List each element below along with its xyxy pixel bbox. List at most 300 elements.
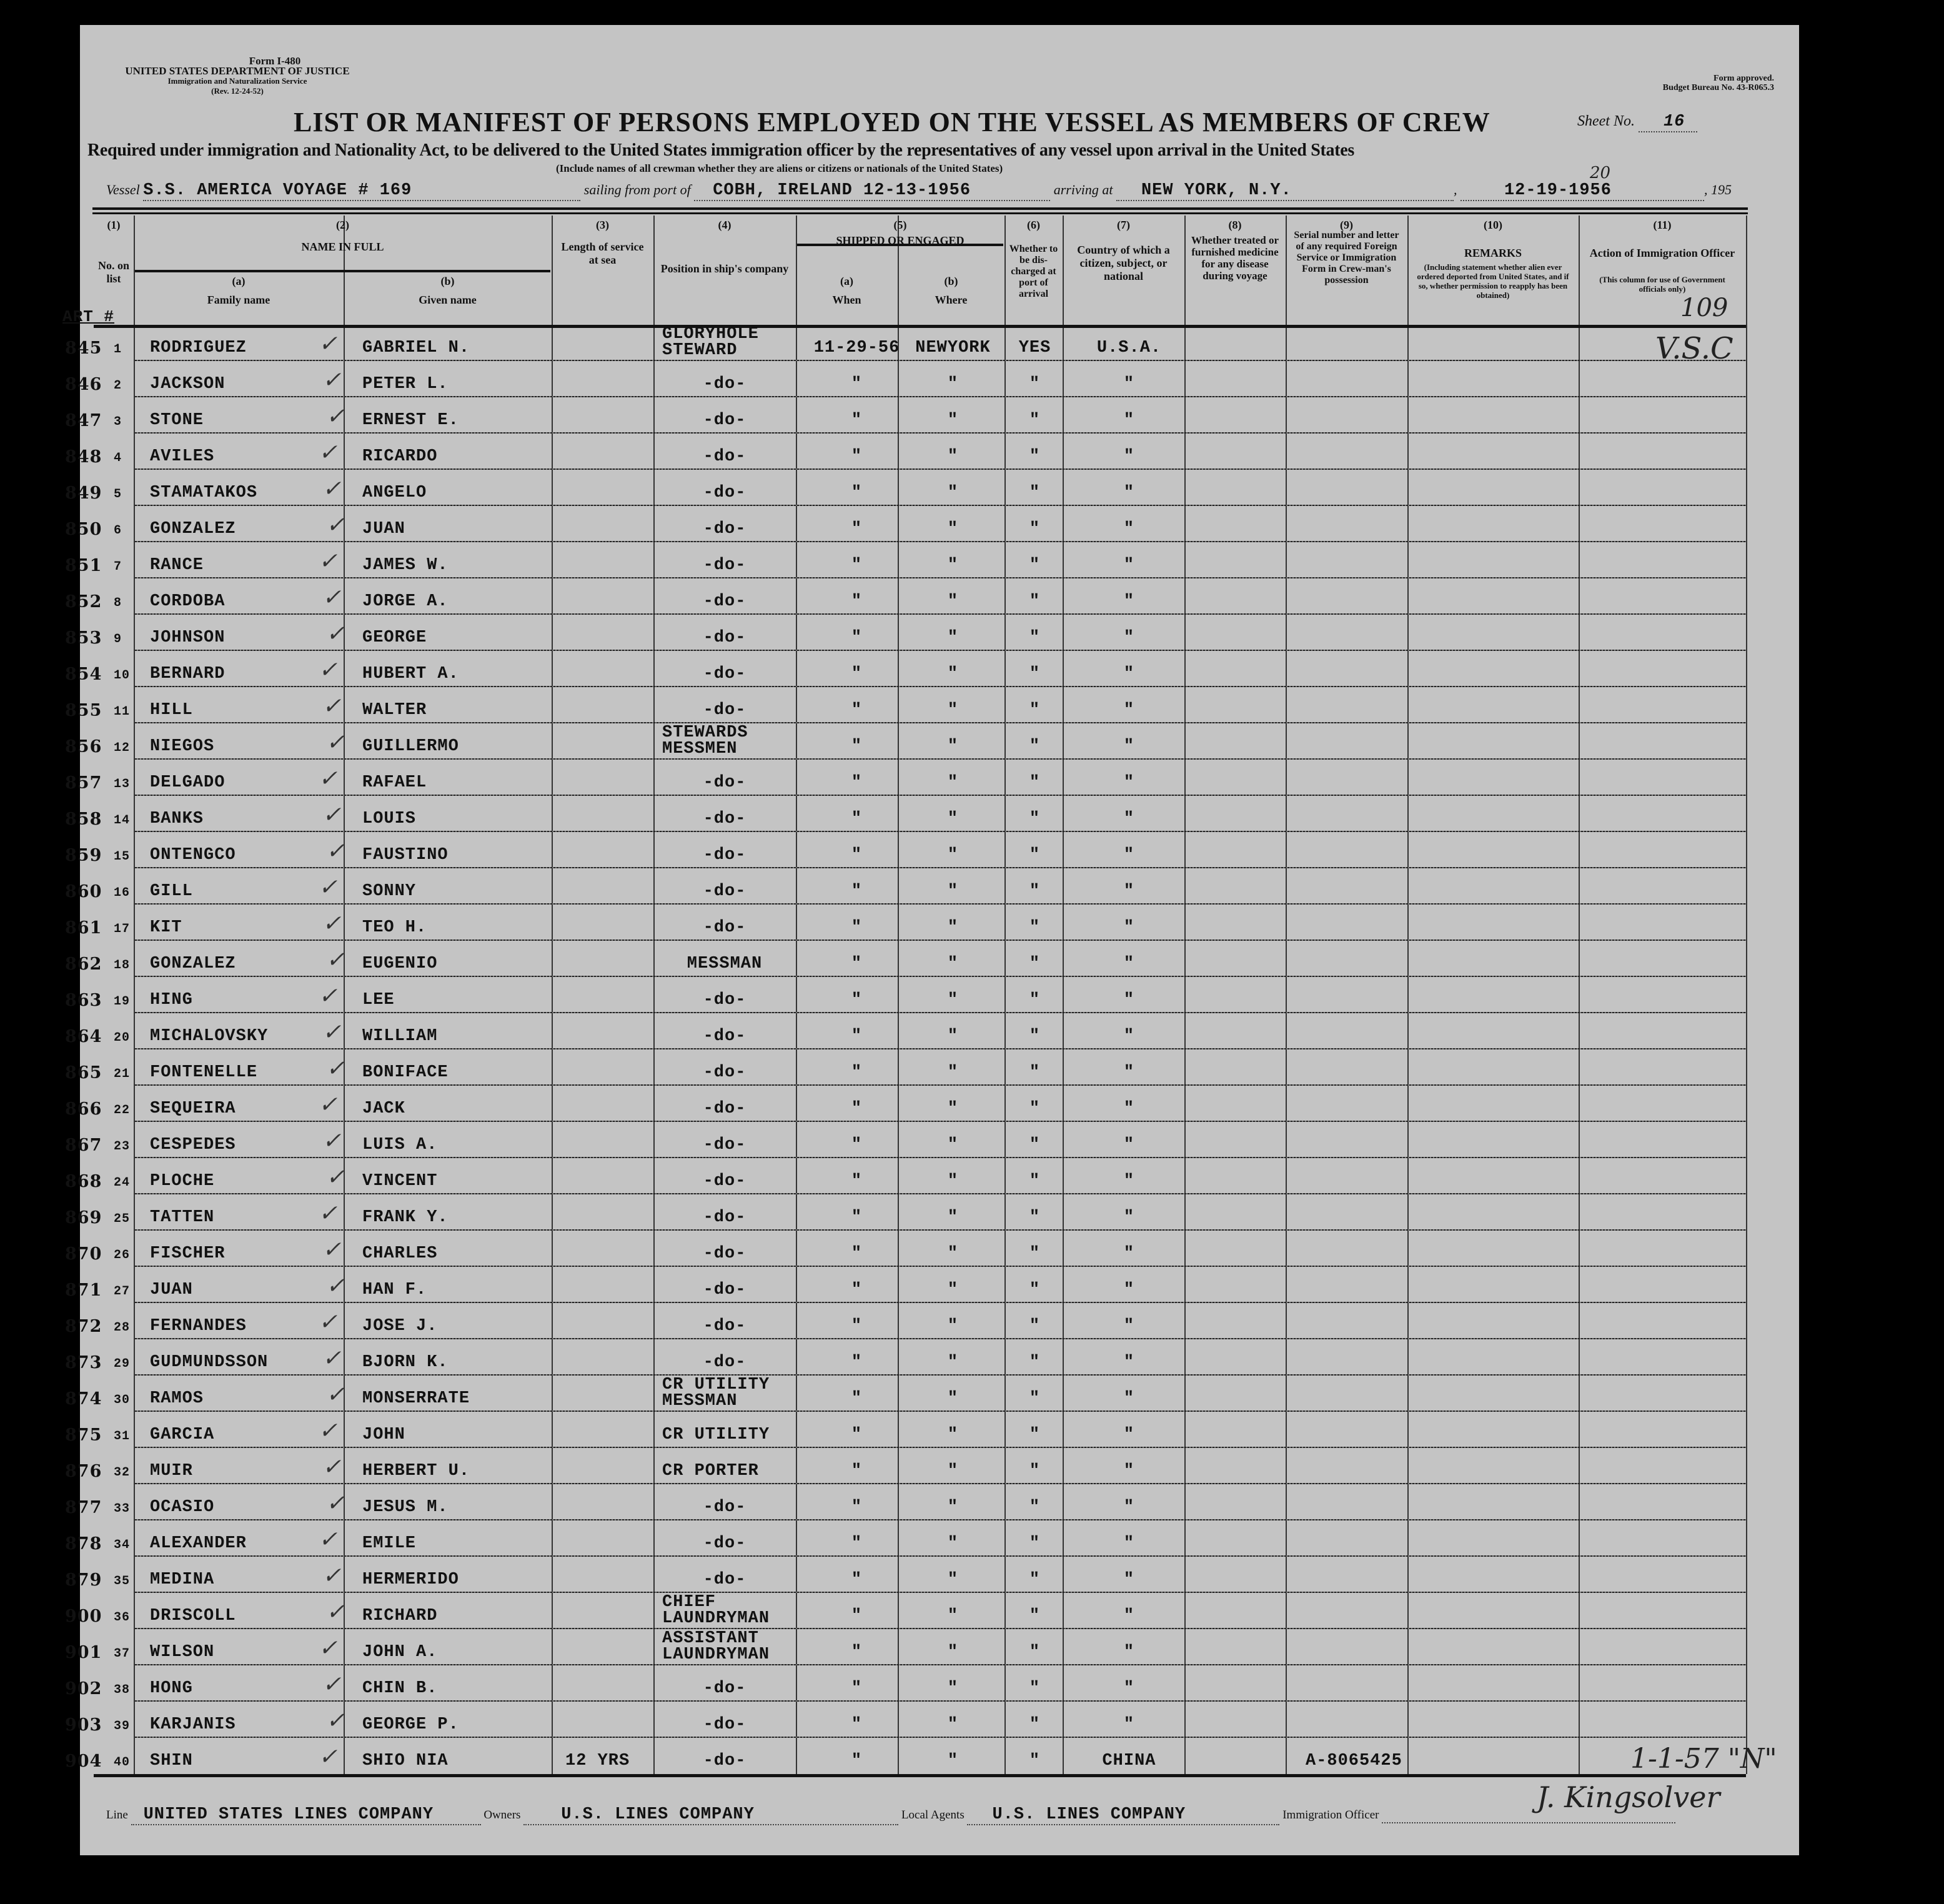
row-art-number: 869 bbox=[65, 1208, 102, 1227]
row-discharged: " bbox=[1029, 1607, 1041, 1625]
row-country: " bbox=[1123, 628, 1135, 647]
row-discharged: " bbox=[1029, 1172, 1041, 1191]
row-family-name: ALEXANDER bbox=[150, 1534, 247, 1553]
row-discharged: " bbox=[1029, 1281, 1041, 1299]
row-shipped-where: " bbox=[947, 520, 959, 538]
row-position: -do- bbox=[703, 1317, 746, 1336]
row-shipped-where: " bbox=[947, 1462, 959, 1480]
row-list-number: 33 bbox=[114, 1502, 131, 1516]
row-shipped-when: " bbox=[851, 773, 863, 792]
row-family-name: ONTENGCO bbox=[150, 846, 236, 865]
row-shipped-when: " bbox=[851, 1281, 863, 1299]
row-shipped-where: " bbox=[947, 447, 959, 466]
check-mark: ✓ bbox=[322, 1237, 342, 1262]
row-divider bbox=[135, 1193, 1746, 1194]
row-divider bbox=[135, 1121, 1746, 1122]
row-given-name: JOSE J. bbox=[362, 1317, 438, 1336]
row-divider bbox=[135, 613, 1746, 615]
row-given-name: GEORGE P. bbox=[362, 1715, 459, 1734]
row-art-number: 870 bbox=[65, 1244, 102, 1264]
line-value: UNITED STATES LINES COMPANY bbox=[131, 1805, 481, 1825]
row-divider bbox=[135, 577, 1746, 578]
row-discharged: " bbox=[1029, 846, 1041, 865]
row-divider bbox=[135, 1266, 1746, 1267]
check-mark: ✓ bbox=[319, 331, 338, 357]
row-country: " bbox=[1123, 1281, 1135, 1299]
row-list-number: 28 bbox=[114, 1321, 131, 1335]
row-shipped-where: " bbox=[947, 810, 959, 828]
row-country: " bbox=[1123, 1607, 1135, 1625]
column-header-c1_num: (1) bbox=[107, 219, 121, 231]
row-shipped-where: " bbox=[947, 1136, 959, 1154]
row-discharged: " bbox=[1029, 1426, 1041, 1444]
row-shipped-where: " bbox=[947, 1172, 959, 1191]
row-shipped-where: " bbox=[947, 628, 959, 647]
check-mark: ✓ bbox=[319, 440, 338, 465]
row-list-number: 18 bbox=[114, 958, 131, 973]
row-given-name: JACK bbox=[362, 1099, 405, 1118]
row-given-name: RAFAEL bbox=[362, 773, 427, 792]
row-family-name: HILL bbox=[150, 701, 193, 720]
row-art-number: 865 bbox=[65, 1063, 102, 1083]
row-discharged: " bbox=[1029, 991, 1041, 1009]
row-given-name: JAMES W. bbox=[362, 556, 449, 575]
row-country: " bbox=[1123, 1389, 1135, 1408]
row-divider bbox=[135, 795, 1746, 796]
row-position: -do- bbox=[703, 520, 746, 538]
row-discharged: " bbox=[1029, 1679, 1041, 1698]
row-art-number: 851 bbox=[65, 556, 102, 575]
row-art-number: 859 bbox=[65, 846, 102, 865]
row-position: -do- bbox=[703, 773, 746, 792]
row-country: " bbox=[1123, 991, 1135, 1009]
row-shipped-when: " bbox=[851, 447, 863, 466]
row-family-name: SEQUEIRA bbox=[150, 1099, 236, 1118]
row-given-name: FAUSTINO bbox=[362, 846, 449, 865]
row-given-name: ERNEST E. bbox=[362, 411, 459, 430]
row-country: CHINA bbox=[1102, 1752, 1156, 1770]
officer-count: 109 bbox=[1680, 294, 1728, 322]
row-country: " bbox=[1123, 737, 1135, 756]
row-divider bbox=[135, 1012, 1746, 1013]
row-divider bbox=[135, 867, 1746, 868]
sailing-label: sailing from port of bbox=[583, 182, 691, 197]
row-family-name: JACKSON bbox=[150, 375, 226, 394]
row-country: " bbox=[1123, 411, 1135, 430]
row-given-name: GEORGE bbox=[362, 628, 427, 647]
row-position: ASSISTANT LAUNDRYMAN bbox=[662, 1629, 770, 1664]
row-country: " bbox=[1123, 846, 1135, 865]
row-shipped-when: " bbox=[851, 1426, 863, 1444]
row-shipped-when: " bbox=[851, 1208, 863, 1227]
row-shipped-when: " bbox=[851, 1643, 863, 1662]
row-divider bbox=[135, 1084, 1746, 1086]
check-mark: ✓ bbox=[319, 1092, 338, 1118]
check-mark: ✓ bbox=[322, 585, 342, 610]
row-discharged: " bbox=[1029, 520, 1041, 538]
row-shipped-when: " bbox=[851, 1715, 863, 1734]
row-given-name: BJORN K. bbox=[362, 1353, 449, 1372]
column-header-c2b: Given name bbox=[419, 294, 477, 306]
row-list-number: 31 bbox=[114, 1429, 131, 1444]
row-list-number: 13 bbox=[114, 777, 131, 791]
row-position: MESSMAN bbox=[687, 954, 763, 973]
row-divider bbox=[135, 1555, 1746, 1557]
row-art-number: 901 bbox=[65, 1643, 102, 1662]
row-shipped-when: " bbox=[851, 1389, 863, 1408]
row-country: " bbox=[1123, 701, 1135, 720]
row-family-name: MICHALOVSKY bbox=[150, 1027, 269, 1046]
header-rule-2 bbox=[92, 212, 1748, 214]
row-given-name: FRANK Y. bbox=[362, 1208, 449, 1227]
art-number-header: ART # bbox=[62, 307, 115, 326]
check-mark: ✓ bbox=[326, 730, 345, 755]
row-shipped-where: " bbox=[947, 954, 959, 973]
agents-label: Local Agents bbox=[901, 1808, 965, 1822]
row-divider bbox=[135, 1157, 1746, 1158]
vessel-label: Vessel bbox=[106, 182, 140, 197]
row-country: " bbox=[1123, 556, 1135, 575]
row-position: -do- bbox=[703, 1570, 746, 1589]
row-shipped-where: " bbox=[947, 1643, 959, 1662]
row-country: " bbox=[1123, 810, 1135, 828]
row-family-name: OCASIO bbox=[150, 1498, 215, 1517]
arriving-label: arriving at bbox=[1053, 182, 1113, 197]
row-art-number: 856 bbox=[65, 737, 102, 756]
line-label: Line bbox=[106, 1808, 128, 1822]
column-header-c7_num: (7) bbox=[1117, 219, 1130, 231]
row-position: -do- bbox=[703, 701, 746, 720]
row-discharged: " bbox=[1029, 1099, 1041, 1118]
row-art-number: 900 bbox=[65, 1607, 102, 1626]
row-discharged: " bbox=[1029, 1498, 1041, 1517]
check-mark: ✓ bbox=[319, 1744, 338, 1770]
row-country: " bbox=[1123, 1063, 1135, 1082]
row-shipped-when: " bbox=[851, 1607, 863, 1625]
column-header-c8_num: (8) bbox=[1228, 219, 1242, 231]
row-given-name: GUILLERMO bbox=[362, 737, 459, 756]
row-country: " bbox=[1123, 1353, 1135, 1372]
row-shipped-when: " bbox=[851, 375, 863, 394]
row-shipped-when: " bbox=[851, 1244, 863, 1263]
row-given-name: VINCENT bbox=[362, 1172, 438, 1191]
check-mark: ✓ bbox=[319, 548, 338, 574]
check-mark: ✓ bbox=[319, 1527, 338, 1552]
row-shipped-when: " bbox=[851, 1027, 863, 1046]
row-shipped-where: " bbox=[947, 1317, 959, 1336]
row-divider bbox=[135, 1048, 1746, 1049]
row-shipped-when: " bbox=[851, 556, 863, 575]
row-position: -do- bbox=[703, 411, 746, 430]
row-family-name: RODRIGUEZ bbox=[150, 339, 247, 357]
row-shipped-when: " bbox=[851, 810, 863, 828]
row-art-number: 858 bbox=[65, 810, 102, 829]
row-family-name: GILL bbox=[150, 882, 193, 901]
row-shipped-when: " bbox=[851, 1317, 863, 1336]
row-art-number: 849 bbox=[65, 483, 102, 503]
check-mark: ✓ bbox=[322, 802, 342, 828]
row-discharged: " bbox=[1029, 737, 1041, 756]
row-given-name: GABRIEL N. bbox=[362, 339, 470, 357]
row-given-name: RICARDO bbox=[362, 447, 438, 466]
row-shipped-where: " bbox=[947, 1281, 959, 1299]
voyage-line: Vessel S.S. AMERICA VOYAGE # 169 sailing from port of COBH, IRELAND 12-13-1956 arriving at NEW YORK, N.Y. , 12-19-1956 , 195 bbox=[106, 181, 1732, 200]
check-mark: ✓ bbox=[326, 1708, 345, 1733]
row-divider bbox=[135, 1338, 1746, 1339]
row-shipped-where: " bbox=[947, 556, 959, 575]
row-position: CR UTILITY MESSMAN bbox=[662, 1376, 770, 1411]
subtitle: Required under immigration and Nationality Act, to be delivered to the United States immigration officer by the representatives of any vessel upon arrival in the United States bbox=[87, 141, 1354, 160]
column-header-c11: Action of Immigration Officer bbox=[1589, 247, 1735, 259]
column-header-c2_num: (2) bbox=[336, 219, 349, 231]
row-position: -do- bbox=[703, 1136, 746, 1154]
row-shipped-when: " bbox=[851, 1462, 863, 1480]
row-country: " bbox=[1123, 882, 1135, 901]
check-mark: ✓ bbox=[322, 1019, 342, 1045]
row-shipped-where: " bbox=[947, 737, 959, 756]
row-family-name: BANKS bbox=[150, 810, 204, 828]
row-family-name: KIT bbox=[150, 918, 182, 937]
row-list-number: 19 bbox=[114, 994, 131, 1009]
service: Immigration and Naturalization Service bbox=[167, 76, 307, 86]
column-header-c5: SHIPPED OR ENGAGED bbox=[836, 234, 965, 247]
row-given-name: CHIN B. bbox=[362, 1679, 438, 1698]
row-shipped-where: " bbox=[947, 375, 959, 394]
row-list-number: 20 bbox=[114, 1031, 131, 1045]
column-divider bbox=[1407, 216, 1409, 1774]
row-position: -do- bbox=[703, 1498, 746, 1517]
row-position: -do- bbox=[703, 1208, 746, 1227]
row-list-number: 10 bbox=[114, 668, 131, 683]
owners-value: U.S. LINES COMPANY bbox=[523, 1805, 898, 1825]
row-family-name: NIEGOS bbox=[150, 737, 215, 756]
row-list-number: 22 bbox=[114, 1103, 131, 1118]
row-divider bbox=[135, 1483, 1746, 1484]
row-family-name: SHIN bbox=[150, 1752, 193, 1770]
row-art-number: 862 bbox=[65, 954, 102, 974]
row-list-number: 30 bbox=[114, 1393, 131, 1407]
column-header-c5b_num: (b) bbox=[944, 275, 958, 287]
check-mark: ✓ bbox=[322, 1128, 342, 1154]
row-shipped-when: " bbox=[851, 737, 863, 756]
row-art-number: 860 bbox=[65, 882, 102, 901]
row-art-number: 853 bbox=[65, 628, 102, 648]
row-discharged: " bbox=[1029, 701, 1041, 720]
row-divider bbox=[135, 758, 1746, 760]
row-art-number: 867 bbox=[65, 1136, 102, 1155]
row-discharged: " bbox=[1029, 1136, 1041, 1154]
row-shipped-where: " bbox=[947, 773, 959, 792]
row-list-number: 24 bbox=[114, 1176, 131, 1190]
arrival-port-value: NEW YORK, N.Y. bbox=[1116, 181, 1454, 201]
row-position: -do- bbox=[703, 1281, 746, 1299]
row-shipped-when: " bbox=[851, 1679, 863, 1698]
row-discharged: " bbox=[1029, 1570, 1041, 1589]
row-country: " bbox=[1123, 1715, 1135, 1734]
row-divider bbox=[135, 396, 1746, 397]
row-position: -do- bbox=[703, 1534, 746, 1553]
row-divider bbox=[135, 1592, 1746, 1593]
row-shipped-when: 11-29-56 bbox=[813, 339, 900, 357]
check-mark: ✓ bbox=[319, 766, 338, 791]
row-family-name: CORDOBA bbox=[150, 592, 226, 611]
row-shipped-when: " bbox=[851, 1752, 863, 1770]
row-family-name: STAMATAKOS bbox=[150, 483, 258, 502]
row-country: " bbox=[1123, 1027, 1135, 1046]
check-mark: ✓ bbox=[326, 947, 345, 973]
row-discharged: " bbox=[1029, 918, 1041, 937]
row-shipped-where: " bbox=[947, 411, 959, 430]
check-mark: ✓ bbox=[322, 911, 342, 936]
row-shipped-when: " bbox=[851, 483, 863, 502]
row-divider bbox=[135, 1229, 1746, 1231]
row-divider bbox=[135, 650, 1746, 651]
row-family-name: FISCHER bbox=[150, 1244, 226, 1263]
row-list-number: 26 bbox=[114, 1248, 131, 1262]
row-country: " bbox=[1123, 592, 1135, 611]
row-position: -do- bbox=[703, 1353, 746, 1372]
row-list-number: 6 bbox=[114, 523, 122, 538]
row-shipped-when: " bbox=[851, 411, 863, 430]
row-divider bbox=[135, 1737, 1746, 1738]
departure-port-value: COBH, IRELAND 12-13-1956 bbox=[694, 181, 1050, 201]
row-art-number: 879 bbox=[65, 1570, 102, 1590]
row-position: -do- bbox=[703, 1063, 746, 1082]
row-shipped-where: " bbox=[947, 918, 959, 937]
row-shipped-where: " bbox=[947, 1607, 959, 1625]
row-list-number: 23 bbox=[114, 1139, 131, 1154]
row-list-number: 4 bbox=[114, 451, 122, 465]
row-length-of-service: 12 YRS bbox=[565, 1752, 630, 1770]
row-given-name: SHIO NIA bbox=[362, 1752, 449, 1770]
row-divider bbox=[135, 1447, 1746, 1448]
row-given-name: ANGELO bbox=[362, 483, 427, 502]
row-position: STEWARDS MESSMEN bbox=[662, 723, 748, 758]
row-shipped-where: " bbox=[947, 991, 959, 1009]
row-given-name: JOHN A. bbox=[362, 1643, 438, 1662]
row-discharged: " bbox=[1029, 1027, 1041, 1046]
row-country: " bbox=[1123, 1244, 1135, 1263]
row-family-name: STONE bbox=[150, 411, 204, 430]
row-discharged: " bbox=[1029, 810, 1041, 828]
row-list-number: 16 bbox=[114, 886, 131, 900]
row-given-name: JORGE A. bbox=[362, 592, 449, 611]
row-art-number: 903 bbox=[65, 1715, 102, 1735]
row-position: -do- bbox=[703, 1715, 746, 1734]
row-family-name: RAMOS bbox=[150, 1389, 204, 1408]
row-discharged: " bbox=[1029, 665, 1041, 683]
row-family-name: DRISCOLL bbox=[150, 1607, 236, 1625]
row-discharged: " bbox=[1029, 1208, 1041, 1227]
column-header-c5a: When bbox=[832, 294, 861, 306]
row-shipped-when: " bbox=[851, 1172, 863, 1191]
row-position: -do- bbox=[703, 810, 746, 828]
row-shipped-when: " bbox=[851, 1353, 863, 1372]
row-given-name: EMILE bbox=[362, 1534, 417, 1553]
row-discharged: " bbox=[1029, 1063, 1041, 1082]
row-country: " bbox=[1123, 1570, 1135, 1589]
row-shipped-where: " bbox=[947, 1063, 959, 1082]
row-family-name: JUAN bbox=[150, 1281, 193, 1299]
row-art-number: 874 bbox=[65, 1389, 102, 1409]
approval-text: Form approved. bbox=[1713, 74, 1774, 83]
row-divider bbox=[135, 722, 1746, 723]
row-discharged: " bbox=[1029, 1389, 1041, 1408]
row-divider bbox=[135, 940, 1746, 941]
row-divider bbox=[135, 831, 1746, 832]
budget-bureau: Budget Bureau No. 43-R065.3 bbox=[1662, 83, 1774, 92]
row-given-name: CHARLES bbox=[362, 1244, 438, 1263]
column-divider bbox=[1579, 216, 1580, 1774]
row-shipped-when: " bbox=[851, 1498, 863, 1517]
column-header-c2b_num: (b) bbox=[440, 275, 455, 287]
column-header-c10: REMARKS bbox=[1464, 247, 1522, 259]
row-list-number: 7 bbox=[114, 560, 122, 574]
row-divider bbox=[135, 505, 1746, 506]
column-divider bbox=[796, 216, 797, 1774]
header-rule bbox=[92, 207, 1748, 210]
row-position: -do- bbox=[703, 483, 746, 502]
row-shipped-when: " bbox=[851, 918, 863, 937]
check-mark: ✓ bbox=[326, 1599, 345, 1625]
arrival-date-correction: 20 bbox=[1590, 164, 1611, 182]
row-divider bbox=[135, 903, 1746, 905]
row-given-name: RICHARD bbox=[362, 1607, 438, 1625]
row-list-number: 8 bbox=[114, 596, 122, 610]
row-divider bbox=[135, 1302, 1746, 1303]
row-family-name: CESPEDES bbox=[150, 1136, 236, 1154]
sheet-label: Sheet No. bbox=[1577, 113, 1635, 129]
row-family-name: GUDMUNDSSON bbox=[150, 1353, 269, 1372]
check-mark: ✓ bbox=[319, 983, 338, 1009]
check-mark: ✓ bbox=[322, 1454, 342, 1480]
row-divider bbox=[135, 541, 1746, 542]
sheet-number bbox=[1577, 112, 1697, 131]
check-mark: ✓ bbox=[326, 1382, 345, 1407]
row-position: CHIEF LAUNDRYMAN bbox=[662, 1593, 770, 1628]
row-position: -do- bbox=[703, 1679, 746, 1698]
row-position: -do- bbox=[703, 1172, 746, 1191]
row-country: " bbox=[1123, 773, 1135, 792]
row-position: -do- bbox=[703, 592, 746, 611]
row-discharged: " bbox=[1029, 882, 1041, 901]
check-mark: ✓ bbox=[326, 1273, 345, 1299]
row-discharged: " bbox=[1029, 592, 1041, 611]
column-header-c10_num: (10) bbox=[1484, 219, 1502, 231]
row-divider bbox=[135, 976, 1746, 977]
check-mark: ✓ bbox=[326, 1164, 345, 1190]
row-position: -do- bbox=[703, 375, 746, 394]
row-art-number: 847 bbox=[65, 411, 102, 430]
row-shipped-where: " bbox=[947, 1208, 959, 1227]
column-header-c4_num: (4) bbox=[718, 219, 731, 231]
row-country: " bbox=[1123, 520, 1135, 538]
row-divider bbox=[135, 1519, 1746, 1520]
row-discharged: " bbox=[1029, 375, 1041, 394]
row-shipped-where: " bbox=[947, 592, 959, 611]
column-header-c3: Length of service at sea bbox=[561, 240, 644, 266]
subtitle-note: (Include names of all crewman whether they are aliens or citizens or nationals of the United States) bbox=[556, 162, 1003, 174]
row-country: " bbox=[1123, 1679, 1135, 1698]
row-country: " bbox=[1123, 1498, 1135, 1517]
row-discharged: " bbox=[1029, 411, 1041, 430]
row-position: -do- bbox=[703, 918, 746, 937]
column-header-c11_sub: (This column for use of Government officials only) bbox=[1599, 275, 1725, 294]
row-country: " bbox=[1123, 1099, 1135, 1118]
column-header-c2: NAME IN FULL bbox=[301, 240, 384, 253]
column-header-c10_sub: (Including statement whether alien ever ordered deported from United States, and if so, whether permission to reapply has been obtained) bbox=[1417, 262, 1569, 300]
row-art-number: 846 bbox=[65, 375, 102, 394]
